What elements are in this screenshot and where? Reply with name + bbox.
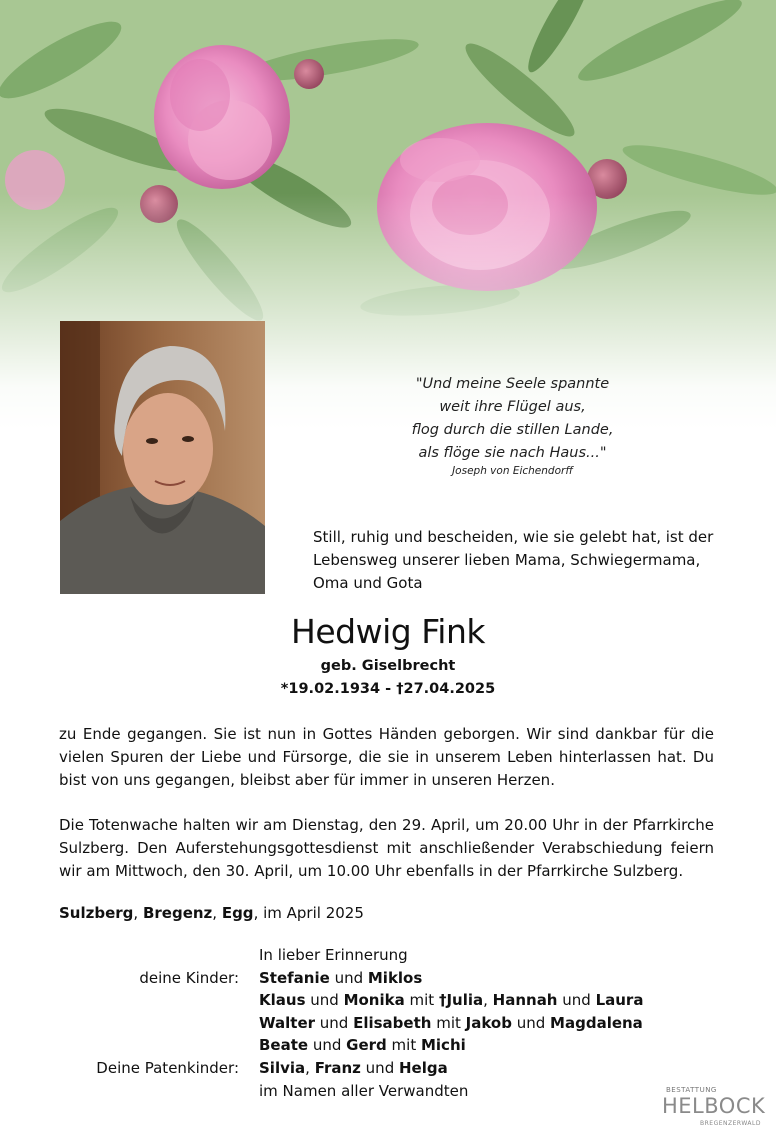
mourner-name: Beate: [259, 1036, 309, 1055]
life-dates: *19.02.1934 - †27.04.2025: [280, 681, 496, 697]
mourner-name: †Julia: [438, 991, 484, 1010]
connector: mit: [404, 991, 439, 1010]
connector: ,: [483, 991, 493, 1010]
connector: mit: [431, 1013, 466, 1032]
maiden-name: geb. Giselbrecht: [320, 658, 456, 674]
mourner-name: Hannah: [492, 991, 558, 1010]
mourners-row: [0, 991, 776, 1014]
place-name: Sulzberg: [59, 904, 134, 922]
children-line: [259, 991, 643, 1009]
mourner-name: Gerd: [346, 1036, 387, 1055]
connector: und: [557, 991, 596, 1010]
godchildren-label: Deine Patenkinder:: [96, 1058, 239, 1077]
mourner-name: Franz: [314, 1058, 361, 1077]
funeral-home-logo: [660, 1086, 772, 1130]
mourner-name: Helga: [398, 1058, 448, 1077]
mourner-name: Magdalena: [550, 1013, 643, 1032]
connector: und: [308, 1036, 347, 1055]
deceased-name: Hedwig Fink: [291, 612, 485, 651]
connector: und: [315, 1013, 354, 1032]
children-line: [259, 969, 422, 987]
separator: ,: [212, 904, 222, 922]
mourner-name: Jakob: [465, 1013, 512, 1032]
mourners-list: [0, 946, 776, 1104]
place-name: Egg: [221, 904, 254, 922]
mourner-name: Klaus: [259, 991, 306, 1010]
mourner-name: Elisabeth: [353, 1013, 432, 1032]
mourners-row: [0, 1036, 776, 1059]
godchildren-line: [259, 1059, 448, 1077]
separator: ,: [133, 904, 143, 922]
mourners-row: [0, 969, 776, 992]
mourner-name: Michi: [420, 1036, 466, 1055]
children-line: [259, 1036, 466, 1054]
farewell-paragraph: zu Ende gegangen. Sie ist nun in Gottes Händen geborgen. Wir sind dankbar für die vielen Spuren der Liebe und Fürsorge, die sie in unserem Leben hinterlassen hat. Du bist von uns gegangen, bleibst aber für immer in unseren Herzen.: [59, 725, 714, 789]
children-label: deine Kinder:: [139, 968, 239, 987]
quote-author: Joseph von Eichendorff: [452, 465, 573, 477]
relatives-text: im Namen aller Verwandten: [259, 1081, 469, 1100]
mourner-name: Miklos: [367, 968, 423, 987]
logo-sub-text: BREGENZERWALD: [700, 1120, 762, 1127]
mourner-name: Silvia: [259, 1058, 306, 1077]
mourners-row: [0, 946, 776, 969]
mourner-name: Laura: [595, 991, 644, 1010]
funeral-details-paragraph: Die Totenwache halten wir am Dienstag, den 29. April, um 20.00 Uhr in der Pfarrkirche Sulzberg. Den Auferstehungsgottesdienst mit anschließender Verabschiedung feiern wir am Mittwoch, den 30. April, um 10.00 Uhr ebenfalls in der Pfarrkirche Sulzberg.: [59, 816, 714, 880]
quote-line: als flöge sie nach Haus...": [418, 445, 607, 461]
connector: und: [511, 1013, 551, 1032]
connector: und: [360, 1058, 399, 1077]
mourner-name: Monika: [343, 991, 405, 1010]
portrait-photo: [60, 321, 265, 594]
connector: mit: [386, 1036, 421, 1055]
date-text: , im April 2025: [253, 904, 364, 922]
logo-top-text: BESTATTUNG: [666, 1086, 717, 1094]
mourners-row: [0, 1059, 776, 1082]
quote-line: "Und meine Seele spannte: [415, 376, 610, 392]
intro-text: Still, ruhig und bescheiden, wie sie gelebt hat, ist der Lebensweg unserer lieben Mama, Schwiegermama, Oma und Gota: [313, 528, 714, 592]
connector: und: [329, 968, 368, 987]
children-line: [259, 1014, 643, 1032]
mourner-name: Stefanie: [259, 968, 330, 987]
connector: ,: [305, 1058, 315, 1077]
place-date-line: [59, 904, 364, 922]
mourners-row: [0, 1014, 776, 1037]
place-name: Bregenz: [142, 904, 213, 922]
logo-main-text: HELBOCK: [662, 1094, 766, 1118]
mourner-name: Walter: [259, 1013, 316, 1032]
connector: und: [305, 991, 344, 1010]
quote-line: flog durch die stillen Lande,: [411, 422, 614, 438]
remembrance-text: In lieber Erinnerung: [259, 946, 408, 964]
quote-line: weit ihre Flügel aus,: [439, 399, 586, 415]
poem-quote: [370, 373, 655, 479]
